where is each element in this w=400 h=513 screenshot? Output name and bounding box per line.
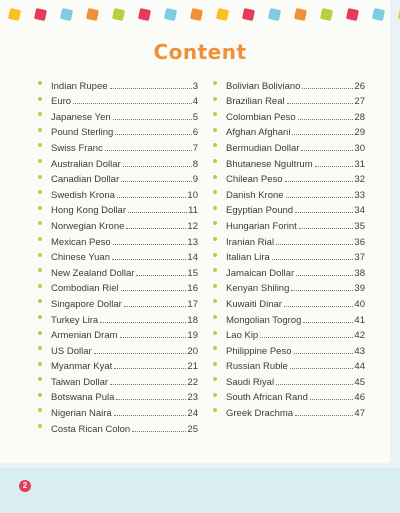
toc-entry (213, 92, 365, 108)
toc-entry (38, 403, 198, 419)
page-title: Content (153, 40, 247, 64)
bullet-icon (38, 112, 42, 116)
toc-entry (38, 201, 198, 217)
toc-entry-page: 4 (192, 96, 198, 108)
bullet-icon (213, 159, 217, 163)
decorative-dot (86, 8, 99, 21)
dot-leader (286, 197, 354, 198)
toc-entry-page: 29 (354, 127, 365, 139)
toc-entry-title: Norwegian Krone (51, 220, 125, 232)
toc-entry (213, 294, 365, 310)
toc-entry-title: Indian Rupee (51, 80, 108, 92)
decorative-dot (242, 8, 255, 21)
bullet-icon (38, 377, 42, 381)
toc-entry-title: Jamaican Dollar (226, 267, 295, 279)
dot-leader (284, 306, 353, 307)
bullet-icon (38, 175, 42, 179)
toc-entry-page: 25 (187, 423, 198, 435)
bullet-icon (213, 221, 217, 225)
toc-entry (213, 107, 365, 123)
decorative-dot (320, 8, 333, 21)
toc-entry (38, 185, 198, 201)
toc-entry-title: Philippine Peso (226, 345, 292, 357)
toc-entry-page: 37 (354, 252, 365, 264)
bullet-icon (213, 331, 217, 335)
toc-entry-page: 46 (354, 392, 365, 404)
toc-entry (38, 279, 198, 295)
dot-leader (298, 119, 354, 120)
decorative-dot (294, 8, 307, 21)
toc-entry (38, 232, 198, 248)
decorative-dot-border (9, 9, 399, 23)
toc-entry-title: Euro (51, 96, 72, 108)
toc-entry (38, 372, 198, 388)
bullet-icon (38, 237, 42, 241)
toc-entry-title: Taiwan Dollar (51, 376, 109, 388)
toc-entry (213, 403, 365, 419)
bullet-icon (213, 206, 217, 210)
dot-leader (94, 353, 187, 354)
dot-leader (113, 119, 192, 120)
dot-leader (128, 212, 187, 213)
bullet-icon (38, 408, 42, 412)
toc-entry (213, 372, 365, 388)
toc-entry-title: Swedish Krona (51, 189, 115, 201)
toc-entry-title: Botswana Pula (51, 392, 115, 404)
bullet-icon (38, 159, 42, 163)
bullet-icon (213, 175, 217, 179)
decorative-dot (112, 8, 125, 21)
bullet-icon (38, 221, 42, 225)
bullet-icon (38, 268, 42, 272)
dot-leader (315, 166, 354, 167)
dot-leader (299, 228, 354, 229)
toc-entry-title: Bermudian Dollar (226, 142, 300, 154)
toc-entry-page: 3 (192, 80, 198, 92)
dot-leader (295, 212, 353, 213)
bottom-band (0, 468, 400, 513)
toc-column-left (38, 76, 198, 435)
toc-entry-page: 44 (354, 361, 365, 373)
toc-entry-title: Mexican Peso (51, 236, 111, 248)
toc-column-right (213, 76, 365, 419)
toc-entry-page: 30 (354, 142, 365, 154)
bullet-icon (213, 190, 217, 194)
dot-leader (100, 322, 186, 323)
toc-entry-title: Mongolian Togrog (226, 314, 302, 326)
toc-entry-title: Egyptian Pound (226, 205, 294, 217)
bullet-icon (38, 81, 42, 85)
bullet-icon (213, 299, 217, 303)
toc-entry-page: 7 (192, 142, 198, 154)
decorative-dot (216, 8, 229, 21)
toc-entry-title: US Dollar (51, 345, 92, 357)
toc-entry-title: Danish Krone (226, 189, 284, 201)
bullet-icon (213, 128, 217, 132)
toc-entry (213, 388, 365, 404)
toc-entry (38, 123, 198, 139)
toc-entry-page: 38 (354, 267, 365, 279)
toc-entry-title: Turkey Lira (51, 314, 99, 326)
decorative-dot (138, 8, 151, 21)
toc-entry-page: 43 (354, 345, 365, 357)
toc-entry-page: 14 (187, 252, 198, 264)
toc-entry-title: New Zealand Dollar (51, 267, 135, 279)
bullet-icon (38, 143, 42, 147)
toc-entry (213, 310, 365, 326)
toc-entry-title: Kuwaiti Dinar (226, 298, 282, 310)
toc-entry (213, 341, 365, 357)
toc-entry-title: Saudi Riyal (226, 376, 275, 388)
toc-entry-page: 11 (188, 205, 198, 217)
decorative-dot (34, 8, 47, 21)
toc-entry-page: 32 (354, 174, 365, 186)
dot-leader (112, 259, 186, 260)
toc-entry-title: Singapore Dollar (51, 298, 122, 310)
bullet-icon (213, 143, 217, 147)
dot-leader (276, 384, 353, 385)
decorative-dot (60, 8, 73, 21)
toc-entry-page: 34 (354, 205, 365, 217)
toc-entry-title: Australian Dollar (51, 158, 121, 170)
toc-entry-page: 45 (354, 376, 365, 388)
toc-entry-page: 26 (354, 80, 365, 92)
bullet-icon (213, 81, 217, 85)
toc-entry (213, 154, 365, 170)
dot-leader (124, 306, 187, 307)
toc-entry-page: 10 (187, 189, 198, 201)
dot-leader (116, 399, 186, 400)
dot-leader (121, 181, 192, 182)
toc-entry-title: Afghan Afghani (226, 127, 291, 139)
toc-entry (213, 185, 365, 201)
toc-entry (38, 326, 198, 342)
bullet-icon (213, 112, 217, 116)
toc-entry (38, 294, 198, 310)
bullet-icon (213, 237, 217, 241)
toc-entry-page: 17 (187, 298, 198, 310)
bullet-icon (38, 424, 42, 428)
toc-entry-page: 21 (187, 361, 198, 373)
toc-entry-page: 31 (354, 158, 365, 170)
toc-entry-page: 9 (192, 174, 198, 186)
toc-entry-title: South African Rand (226, 392, 308, 404)
dot-leader (73, 103, 192, 104)
toc-entry (38, 357, 198, 373)
toc-entry-page: 24 (187, 408, 198, 420)
toc-entry (213, 357, 365, 373)
toc-entry-page: 6 (192, 127, 198, 139)
dot-leader (117, 197, 187, 198)
bullet-icon (38, 315, 42, 319)
toc-entry-page: 16 (187, 283, 198, 295)
toc-entry-page: 19 (187, 330, 198, 342)
toc-entry-page: 23 (187, 392, 198, 404)
decorative-dot (190, 8, 203, 21)
dot-leader (287, 103, 354, 104)
toc-entry-page: 39 (354, 283, 365, 295)
decorative-dot (346, 8, 359, 21)
toc-entry (38, 419, 198, 435)
toc-entry-page: 12 (187, 220, 198, 232)
toc-entry-title: Armenian Dram (51, 330, 118, 342)
dot-leader (310, 399, 354, 400)
toc-entry-title: Lao Kip (226, 330, 259, 342)
bullet-icon (213, 393, 217, 397)
toc-entry-page: 20 (187, 345, 198, 357)
dot-leader (303, 322, 353, 323)
toc-entry (38, 216, 198, 232)
dot-leader (110, 88, 192, 89)
toc-entry-title: Italian Lira (226, 252, 270, 264)
dot-leader (123, 166, 192, 167)
toc-entry-title: Russian Ruble (226, 361, 288, 373)
dot-leader (132, 431, 186, 432)
toc-entry-page: 47 (354, 408, 365, 420)
toc-entry-title: Costa Rican Colon (51, 423, 131, 435)
toc-entry (213, 76, 365, 92)
dot-leader (294, 353, 354, 354)
bullet-icon (38, 284, 42, 288)
toc-entry (213, 216, 365, 232)
toc-entry (38, 248, 198, 264)
bullet-icon (213, 362, 217, 366)
toc-entry-page: 40 (354, 298, 365, 310)
toc-entry-page: 42 (354, 330, 365, 342)
bullet-icon (38, 253, 42, 257)
toc-entry (38, 170, 198, 186)
toc-entry-page: 33 (354, 189, 365, 201)
bullet-icon (213, 346, 217, 350)
toc-entry (213, 170, 365, 186)
toc-entry (213, 248, 365, 264)
toc-entry-page: 8 (192, 158, 198, 170)
decorative-dot (8, 8, 21, 21)
decorative-dot (372, 8, 385, 21)
toc-entry-page: 35 (354, 220, 365, 232)
toc-entry-page: 15 (187, 267, 198, 279)
dot-leader (105, 150, 192, 151)
toc-entry-title: Chinese Yuan (51, 252, 110, 264)
toc-entry-page: 13 (187, 236, 198, 248)
bullet-icon (38, 393, 42, 397)
toc-entry-page: 22 (187, 376, 198, 388)
page-number-badge: 2 (19, 480, 31, 492)
toc-entry (38, 310, 198, 326)
toc-entry-title: Hong Kong Dollar (51, 205, 126, 217)
bullet-icon (213, 284, 217, 288)
bullet-icon (213, 408, 217, 412)
bullet-icon (213, 377, 217, 381)
decorative-dot (164, 8, 177, 21)
toc-entry (38, 154, 198, 170)
bullet-icon (38, 299, 42, 303)
toc-entry-title: Swiss Franc (51, 142, 103, 154)
toc-entry-title: Greek Drachma (226, 408, 294, 420)
toc-entry-page: 41 (354, 314, 365, 326)
toc-entry-title: Canadian Dollar (51, 174, 120, 186)
toc-entry-title: Bhutanese Ngultrum (226, 158, 313, 170)
bullet-icon (213, 97, 217, 101)
toc-entry-title: Brazilian Real (226, 96, 285, 108)
dot-leader (114, 368, 186, 369)
bullet-icon (38, 362, 42, 366)
dot-leader (301, 150, 353, 151)
toc-entry (213, 263, 365, 279)
toc-entry (213, 326, 365, 342)
toc-entry-page: 5 (192, 111, 198, 123)
toc-entry-title: Combodian Riel (51, 283, 119, 295)
toc-entry-page: 28 (354, 111, 365, 123)
toc-entry-title: Pound Sterling (51, 127, 114, 139)
dot-leader (110, 384, 186, 385)
bullet-icon (213, 268, 217, 272)
bullet-icon (38, 97, 42, 101)
toc-entry (38, 92, 198, 108)
toc-entry-title: Iranian Rial (226, 236, 275, 248)
toc-entry-title: Kenyan Shiling (226, 283, 290, 295)
toc-entry-page: 18 (187, 314, 198, 326)
toc-entry-title: Chilean Peso (226, 174, 283, 186)
toc-entry-page: 27 (354, 96, 365, 108)
dot-leader (126, 228, 186, 229)
toc-entry (38, 107, 198, 123)
toc-entry-title: Nigerian Naira (51, 408, 112, 420)
dot-leader (136, 275, 186, 276)
dot-leader (291, 290, 353, 291)
dot-leader (295, 415, 353, 416)
bullet-icon (38, 128, 42, 132)
toc-entry-title: Japanese Yen (51, 111, 111, 123)
toc-entry (38, 388, 198, 404)
dot-leader (114, 415, 187, 416)
dot-leader (302, 88, 353, 89)
toc-entry (38, 76, 198, 92)
toc-entry (213, 201, 365, 217)
dot-leader (115, 134, 191, 135)
dot-leader (120, 337, 187, 338)
dot-leader (260, 337, 353, 338)
dot-leader (292, 134, 353, 135)
bullet-icon (38, 346, 42, 350)
dot-leader (113, 244, 187, 245)
bullet-icon (38, 190, 42, 194)
toc-entry (213, 123, 365, 139)
toc-entry-title: Hungarian Forint (226, 220, 297, 232)
dot-leader (276, 244, 353, 245)
toc-entry (38, 341, 198, 357)
toc-entry (38, 263, 198, 279)
dot-leader (290, 368, 354, 369)
toc-entry (213, 232, 365, 248)
toc-entry-title: Bolivian Boliviano (226, 80, 301, 92)
dot-leader (285, 181, 354, 182)
toc-entry (213, 279, 365, 295)
decorative-dot (268, 8, 281, 21)
bullet-icon (38, 331, 42, 335)
bullet-icon (213, 315, 217, 319)
dot-leader (121, 290, 187, 291)
toc-entry-page: 36 (354, 236, 365, 248)
toc-entry (38, 138, 198, 154)
toc-entry-title: Colombian Peso (226, 111, 296, 123)
bullet-icon (38, 206, 42, 210)
toc-entry-title: Myanmar Kyat (51, 361, 113, 373)
bullet-icon (213, 253, 217, 257)
page-edge-shade (390, 0, 400, 513)
dot-leader (272, 259, 354, 260)
dot-leader (296, 275, 353, 276)
toc-entry (213, 138, 365, 154)
